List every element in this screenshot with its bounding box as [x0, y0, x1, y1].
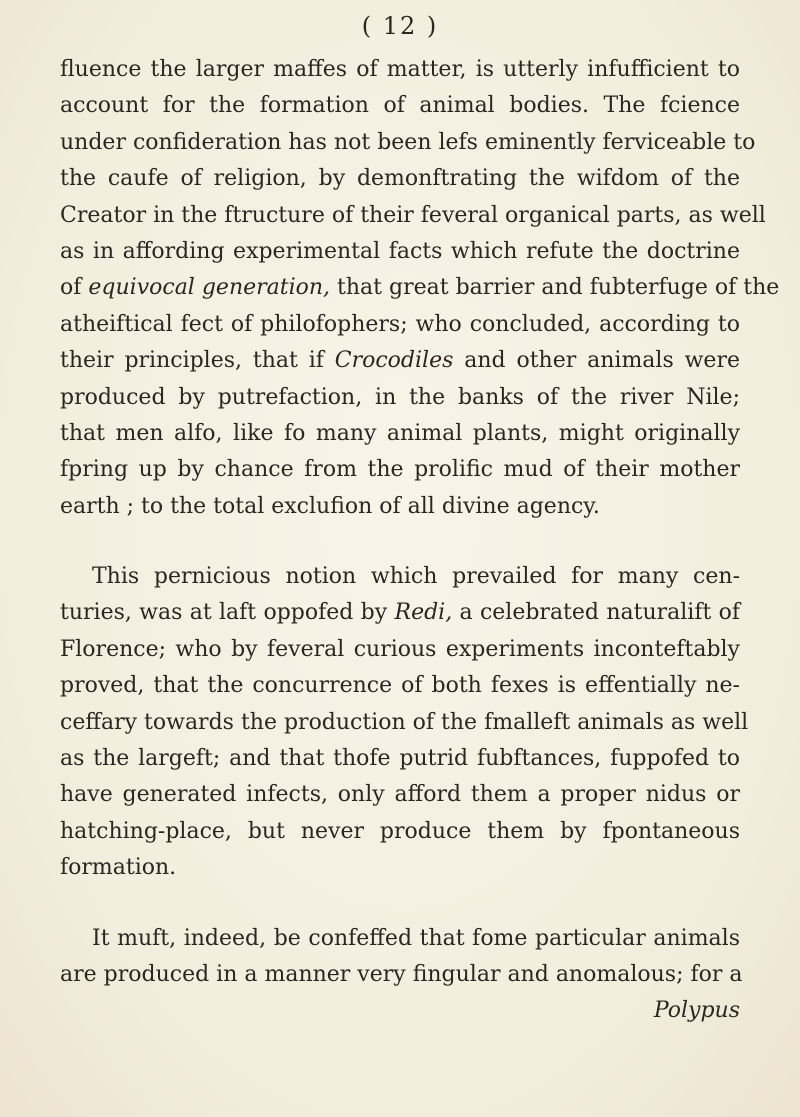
text-line: atheiftical fect of philofophers; who concluded, according to — [60, 311, 740, 337]
paragraph — [60, 559, 749, 887]
text-line: account for the formation of animal bodies. The fcience — [60, 93, 740, 119]
paragraph-gap — [60, 525, 740, 559]
paragraph-gap — [60, 887, 740, 921]
text-line: Florence; who by feveral curious experiments inconteftably — [60, 636, 740, 662]
text-line: produced by putrefaction, in the banks of the river Nile; — [60, 384, 740, 410]
paragraph — [60, 52, 780, 525]
text-line: earth ; to the total exclufion of all divine agency. — [60, 493, 600, 519]
text-line: proved, that the concurrence of both fexes is effentially ne- — [60, 673, 740, 699]
text-line: fpring up by chance from the prolific mud of their mother — [60, 457, 740, 483]
text-line: have generated infects, only afford them a proper nidus or — [60, 782, 740, 808]
text-line: as in affording experimental facts which refute the doctrine — [60, 238, 740, 264]
text-line: It muft, indeed, be confeffed that fome particular animals — [92, 925, 740, 951]
text-line: are produced in a manner very fingular and anomalous; for a — [60, 961, 743, 987]
text-line: Creator in the ftructure of their feveral organical parts, as well — [60, 202, 766, 228]
text-segment: and other animals were — [453, 348, 740, 374]
text-line: formation. — [60, 855, 177, 881]
text-line — [60, 343, 740, 379]
text-segment: that great barrier and fubterfuge of the — [330, 275, 780, 301]
text-segment: a celebrated naturalift of — [452, 600, 740, 626]
text-line: the caufe of religion, by demonftrating the wifdom of the — [60, 166, 740, 192]
page-number: ( 12 ) — [361, 12, 439, 40]
text-line: ceffary towards the production of the fmalleft animals as well — [60, 709, 749, 735]
catchword: Polypus — [653, 998, 740, 1024]
italic-term: Redi, — [394, 600, 453, 626]
text-line: under confideration has not been lefs eminently ferviceable to — [60, 129, 756, 155]
text-line: as the largeft; and that thofe putrid fubftances, fuppofed to — [60, 746, 740, 772]
body-text — [60, 52, 780, 1030]
paragraph — [60, 921, 743, 994]
text-line: This pernicious notion which prevailed for many cen- — [92, 564, 740, 590]
text-line: that men alfo, like fo many animal plants, might originally — [60, 420, 740, 446]
text-line — [60, 595, 740, 631]
text-line: fluence the larger maffes of matter, is utterly infufficient to — [60, 57, 740, 82]
italic-term: Crocodiles — [334, 348, 454, 374]
text-segment: their principles, that if — [60, 348, 335, 374]
text-line: hatching-place, but never produce them by fpontaneous — [60, 818, 740, 844]
text-line — [60, 270, 780, 306]
text-segment: of — [60, 275, 89, 301]
text-segment: turies, was at laft oppofed by — [60, 600, 395, 626]
italic-term: equivocal generation, — [88, 275, 331, 301]
